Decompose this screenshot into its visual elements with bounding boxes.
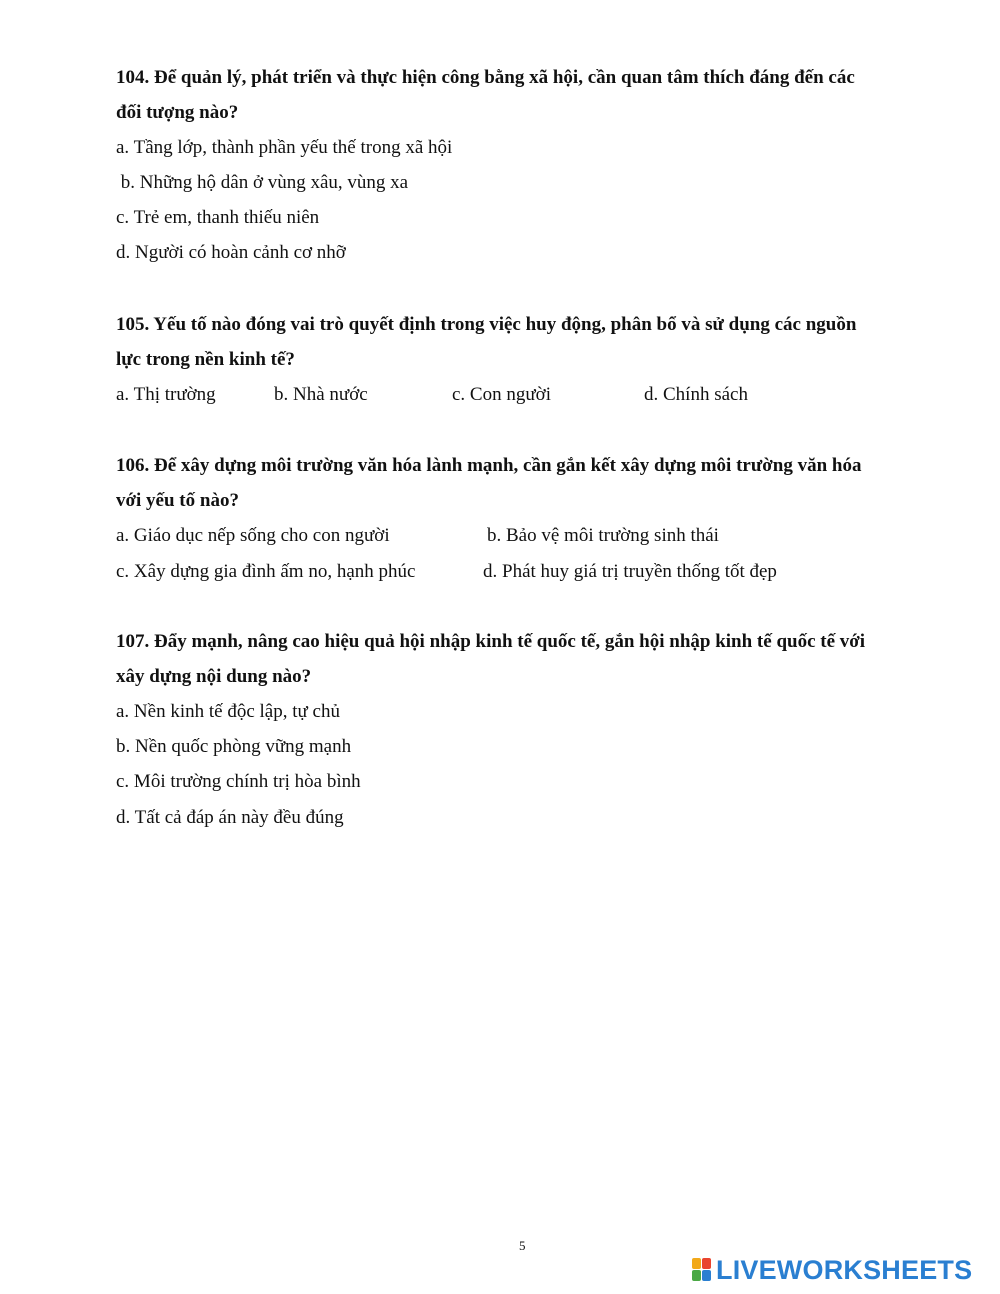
question-104-stem-line1: 104. Để quản lý, phát triển và thực hiện công bằng xã hội, cần quan tâm thích đáng đến các — [116, 67, 855, 88]
liveworksheets-logo — [692, 1252, 972, 1288]
question-105-option-a: a. Thị trường — [116, 384, 216, 405]
question-106-option-c: c. Xây dựng gia đình ấm no, hạnh phúc — [116, 561, 416, 582]
question-107-stem-line2: xây dựng nội dung nào? — [116, 666, 312, 687]
question-105-stem-line1: 105. Yếu tố nào đóng vai trò quyết định trong việc huy động, phân bổ và sử dụng các nguồn — [116, 314, 857, 335]
question-104-option-b: b. Những hộ dân ở vùng xâu, vùng xa — [116, 172, 409, 193]
question-107-option-a: a. Nền kinh tế độc lập, tự chủ — [116, 701, 340, 722]
question-107-option-b: b. Nền quốc phòng vững mạnh — [116, 736, 352, 757]
page-number: 5 — [519, 1238, 526, 1253]
question-106-option-b: b. Bảo vệ môi trường sinh thái — [487, 525, 719, 546]
question-104-option-d: d. Người có hoàn cảnh cơ nhỡ — [116, 242, 346, 263]
question-105-option-b: b. Nhà nước — [274, 384, 368, 405]
question-107-option-d: d. Tất cả đáp án này đều đúng — [116, 807, 344, 828]
question-106-stem-line1: 106. Để xây dựng môi trường văn hóa lành mạnh, cần gắn kết xây dựng môi trường văn hóa — [116, 455, 862, 476]
question-104-stem-line2: đối tượng nào? — [116, 102, 239, 123]
question-107-option-c: c. Môi trường chính trị hòa bình — [116, 771, 361, 792]
question-105-stem-line2: lực trong nền kinh tế? — [116, 349, 295, 370]
question-104-option-c: c. Trẻ em, thanh thiếu niên — [116, 207, 320, 228]
question-106-option-d: d. Phát huy giá trị truyền thống tốt đẹp — [483, 561, 777, 582]
question-104-option-a: a. Tầng lớp, thành phần yếu thế trong xã hội — [116, 137, 453, 158]
question-106-stem-line2: với yếu tố nào? — [116, 490, 239, 511]
question-105-option-c: c. Con người — [452, 384, 551, 405]
liveworksheets-logo-icon — [692, 1258, 712, 1282]
question-107-stem-line1: 107. Đẩy mạnh, nâng cao hiệu quả hội nhập kinh tế quốc tế, gắn hội nhập kinh tế quốc tế với — [116, 631, 866, 652]
liveworksheets-logo-text: LIVEWORKSHEETS — [716, 1254, 973, 1285]
question-106-option-a: a. Giáo dục nếp sống cho con người — [116, 525, 390, 546]
question-105-option-d: d. Chính sách — [644, 384, 748, 405]
